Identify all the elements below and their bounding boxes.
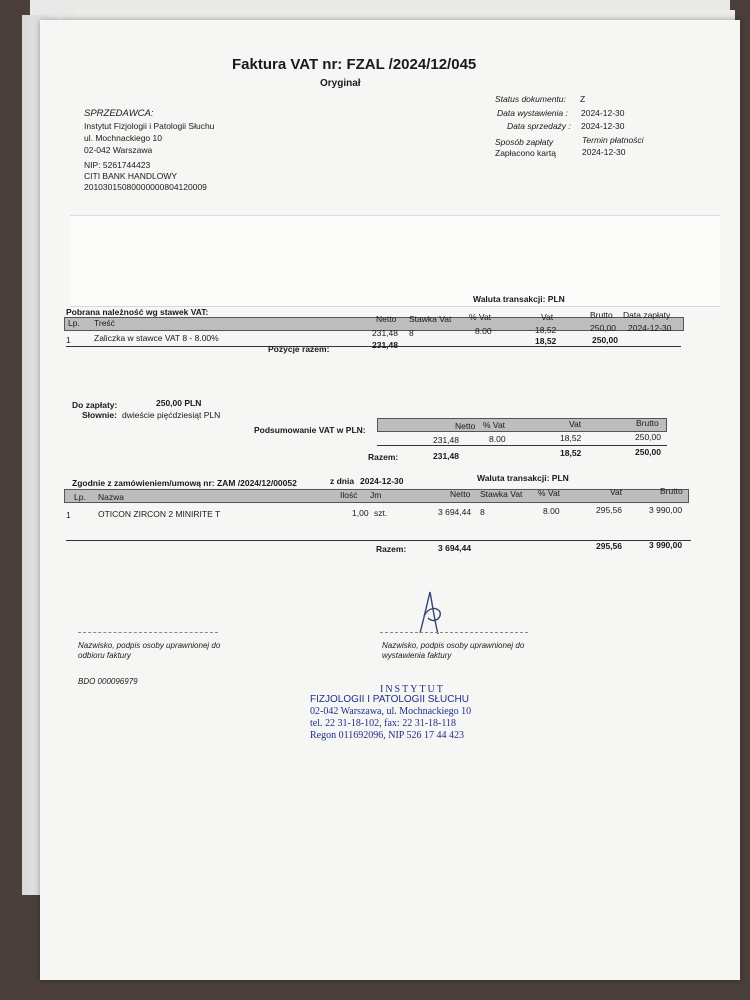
words-label: Słownie:	[82, 410, 117, 420]
invoice-title: Faktura VAT nr: FZAL /2024/12/045	[232, 56, 477, 73]
order-row-lp: 1	[66, 510, 71, 520]
due-date-value: 2024-12-30	[582, 147, 626, 157]
col-brutto: Brutto	[590, 310, 613, 320]
order-row-rate: 8	[480, 507, 485, 517]
col-rate: Stawka Vat	[409, 314, 452, 324]
seller-heading: SPRZEDAWCA:	[84, 108, 154, 119]
order-row-name: OTICON ZIRCON 2 MINIRITE T	[98, 509, 221, 519]
vat-row-brutto: 250,00	[590, 323, 616, 333]
due-label: Do zapłaty:	[72, 400, 118, 410]
order-col-unit: Jm	[370, 490, 382, 500]
due-value: 250,00 PLN	[156, 398, 202, 408]
order-row-netto: 3 694,44	[438, 507, 472, 517]
issue-date-value: 2024-12-30	[581, 108, 625, 118]
order-total-brutto: 3 990,00	[649, 540, 683, 550]
order-col-netto: Netto	[450, 489, 471, 499]
col-lp: Lp.	[68, 318, 80, 328]
vat-total-label: Pozycje razem:	[268, 344, 330, 354]
summary-col-vat: Vat	[569, 419, 582, 429]
vat-total-vat: 18,52	[535, 336, 557, 346]
seller-city: 02-042 Warszawa	[84, 145, 153, 155]
issue-date-label: Data wystawienia :	[497, 108, 568, 118]
stamp-line-2: FIZJOLOGII I PATOLOGII SŁUCHU	[310, 694, 469, 705]
status-label: Status dokumentu:	[495, 94, 566, 104]
stamp-line-3: 02-042 Warszawa, ul. Mochnackiego 10	[310, 706, 472, 717]
vat-total-netto: 231,48	[372, 340, 398, 350]
order-total-netto: 3 694,44	[438, 543, 472, 553]
summary-col-netto: Netto	[455, 421, 476, 431]
signature-left-label-2: odbioru faktury	[78, 651, 131, 660]
order-currency: Waluta transakcji: PLN	[477, 473, 569, 483]
order-row-brutto: 3 990,00	[649, 505, 683, 515]
order-col-pct: % Vat	[538, 488, 561, 498]
stamp-line-4: tel. 22 31-18-102, fax: 22 31-18-118	[310, 718, 456, 729]
summary-netto: 231,48	[433, 435, 459, 445]
sale-date-value: 2024-12-30	[581, 121, 625, 131]
signature-right-label-1: Nazwisko, podpis osoby uprawnionej do	[382, 641, 525, 650]
col-vat: Vat	[541, 312, 554, 322]
bdo-number: BDO 000096979	[78, 677, 138, 686]
summary-col-brutto: Brutto	[636, 418, 659, 428]
seller-account: 20103015080000000804120009	[84, 182, 207, 192]
summary-col-pct: % Vat	[483, 420, 506, 430]
seller-nip: NIP: 5261744423	[84, 160, 151, 170]
order-date-value: 2024-12-30	[360, 476, 404, 486]
status-value: Z	[580, 94, 586, 104]
order-col-lp: Lp.	[74, 492, 86, 502]
signature-line-left	[78, 632, 218, 633]
signature-right-label-2: wystawienia faktury	[382, 651, 452, 660]
summary-total-brutto: 250,00	[635, 447, 661, 457]
order-date-label: z dnia	[330, 476, 355, 486]
summary-total-vat: 18,52	[560, 448, 582, 458]
payment-method-value: Zapłacono kartą	[495, 148, 556, 158]
col-desc: Treść	[94, 318, 115, 328]
vat-row-desc: Zaliczka w stawce VAT 8 - 8.00%	[94, 333, 219, 343]
order-ref: Zgodnie z zamówieniem/umową nr: ZAM /2024/12/00052	[72, 478, 297, 488]
stamp-line-1: INSTYTUT	[380, 684, 445, 695]
payment-method-label: Sposób zapłaty	[495, 137, 554, 147]
summary-total-label: Razem:	[368, 452, 399, 462]
invoice-subtitle: Oryginał	[320, 78, 361, 89]
order-col-brutto: Brutto	[660, 486, 683, 496]
seller-name: Instytut Fizjologii i Patologii Słuchu	[84, 121, 215, 131]
order-row-unit: szt.	[374, 508, 388, 518]
words-value: dwieście pięćdziesiąt PLN	[122, 410, 221, 420]
signature-line-right	[380, 632, 528, 633]
summary-total-netto: 231,48	[433, 451, 459, 461]
summary-vat: 18,52	[560, 433, 582, 443]
vat-section-heading: Pobrana należność wg stawek VAT:	[66, 307, 209, 317]
order-col-vat: Vat	[610, 487, 623, 497]
stamp-line-5: Regon 011692096, NIP 526 17 44 423	[310, 730, 464, 741]
col-netto: Netto	[376, 314, 397, 324]
vat-row-netto: 231,48	[372, 328, 398, 338]
vat-row-date: 2024-12-30	[628, 323, 672, 333]
vat-total-brutto: 250,00	[592, 335, 618, 345]
order-row-vat: 295,56	[596, 505, 622, 515]
col-pct: % Vat	[469, 312, 492, 322]
order-row-qty: 1,00	[352, 508, 369, 518]
order-col-rate: Stawka Vat	[480, 489, 523, 499]
order-total-label: Razem:	[376, 544, 407, 554]
order-total-vat: 295,56	[596, 541, 622, 551]
sale-date-label: Data sprzedaży :	[507, 121, 571, 131]
vat-row-vat: 18,52	[535, 325, 557, 335]
signature-left-label-1: Nazwisko, podpis osoby uprawnionej do	[78, 641, 221, 650]
order-col-name: Nazwa	[98, 492, 124, 502]
summary-pct: 8.00	[489, 434, 506, 444]
seller-bank: CITI BANK HANDLOWY	[84, 171, 178, 181]
summary-table-header	[377, 418, 667, 432]
vat-currency: Waluta transakcji: PLN	[473, 294, 565, 304]
invoice-page	[40, 20, 740, 980]
order-row-pct: 8.00	[543, 506, 560, 516]
vat-row-rate: 8	[409, 328, 414, 338]
vat-row-lp: 1	[66, 335, 71, 345]
folded-sheet	[70, 215, 720, 307]
summary-brutto: 250,00	[635, 432, 661, 442]
vat-row-pct: 8.00	[475, 326, 492, 336]
col-date: Data zapłaty	[623, 310, 671, 320]
summary-label: Podsumowanie VAT w PLN:	[254, 425, 366, 435]
order-col-qty: Ilość	[340, 490, 358, 500]
seller-street: ul. Mochnackiego 10	[84, 133, 162, 143]
due-date-label: Termin płatności	[582, 135, 644, 145]
divider	[377, 445, 667, 446]
